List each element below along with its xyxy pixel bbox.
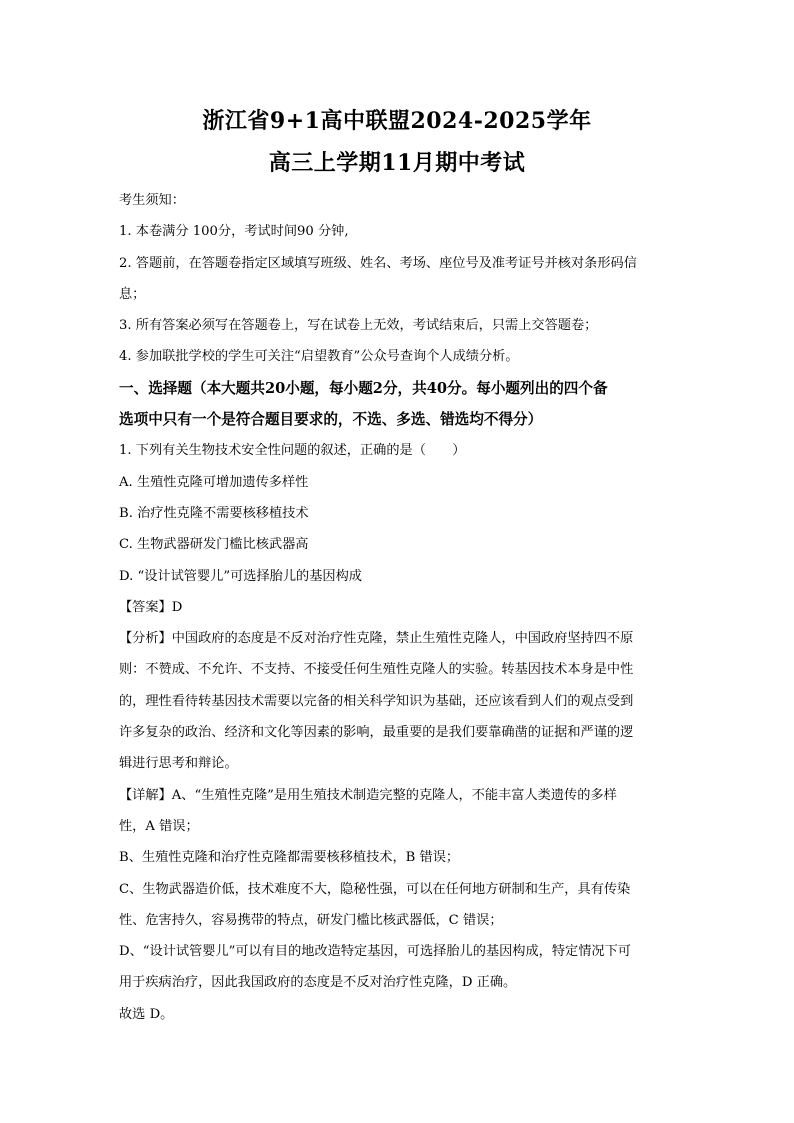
document-body <box>119 185 679 1030</box>
question-stem: 1. 下列有关生物技术安全性问题的叙述，正确的是（ ） <box>119 443 466 459</box>
exam-title: 浙江省9+1高中联盟2024-2025学年 <box>202 108 592 134</box>
detail-line: B、生殖性克隆和治疗性克隆都需要核移植技术，B 错误； <box>119 850 460 866</box>
option-a: A. 生殖性克隆可增加遗传多样性 <box>119 474 309 490</box>
option-c: C. 生物武器研发门槛比核武器高 <box>119 537 309 553</box>
detail-line: D、“设计试管婴儿”可以有目的地改造特定基因，可选择胎儿的基因构成，特定情况下可 <box>119 944 631 960</box>
detail-line: 用于疾病治疗，因此我国政府的态度是不反对治疗性克隆，D 正确。 <box>119 975 517 991</box>
option-d: D. “设计试管婴儿”可选择胎儿的基因构成 <box>119 568 362 584</box>
detail-line: C、生物武器造价低，技术难度不大，隐秘性强，可以在任何地方研制和生产，具有传染 <box>119 881 631 897</box>
analysis-line: 【分析】中国政府的态度是不反对治疗性克隆，禁止生殖性克隆人，中国政府坚持四不原 <box>119 631 634 647</box>
notice-item: 3. 所有答案必须写在答题卷上，写在试卷上无效，考试结束后，只需上交答题卷； <box>119 318 598 334</box>
detail-line: 性、危害持久，容易携带的特点，研发门槛比核武器低，C 错误； <box>119 912 503 928</box>
answer-line: 【答案】D <box>119 599 183 615</box>
section-heading: 一、选择题（本大题共20小题，每小题2分，共40分。每小题列出的四个备 <box>119 379 608 397</box>
analysis-line: 的，理性看待转基因技术需要以完备的相关科学知识为基础，还应该看到人们的观点受到 <box>119 693 634 709</box>
analysis-line: 辑进行思考和辩论。 <box>119 756 238 772</box>
detail-line: 性，A 错误； <box>119 818 199 834</box>
section-heading-cont: 选项中只有一个是符合题目要求的，不选、多选、错选均不得分） <box>119 411 543 429</box>
analysis-line: 则：不赞成、不允许、不支持、不接受任何生殖性克隆人的实验。转基因技术本身是中性 <box>119 662 634 678</box>
exam-subtitle: 高三上学期11月期中考试 <box>268 150 526 176</box>
analysis-line: 许多复杂的政治、经济和文化等因素的影响，最重要的是我们要靠确凿的证据和严谨的逻 <box>119 725 634 741</box>
notice-item: 4. 参加联批学校的学生可关注“启望教育”公众号查询个人成绩分析。 <box>119 349 519 365</box>
notice-item: 息； <box>119 286 146 302</box>
detail-line: 【详解】A、“生殖性克隆”是用生殖技术制造完整的克隆人，不能丰富人类遗传的多样 <box>119 787 617 803</box>
notice-item: 2. 答题前，在答题卷指定区域填写班级、姓名、考场、座位号及准考证号并核对条形码信 <box>119 255 637 271</box>
notice-item: 1. 本卷满分 100分，考试时间90 分钟, <box>119 224 349 240</box>
option-b: B. 治疗性克隆不需要核移植技术 <box>119 505 309 521</box>
notice-heading: 考生须知： <box>119 193 185 208</box>
conclusion-line: 故选 D。 <box>119 1006 174 1022</box>
